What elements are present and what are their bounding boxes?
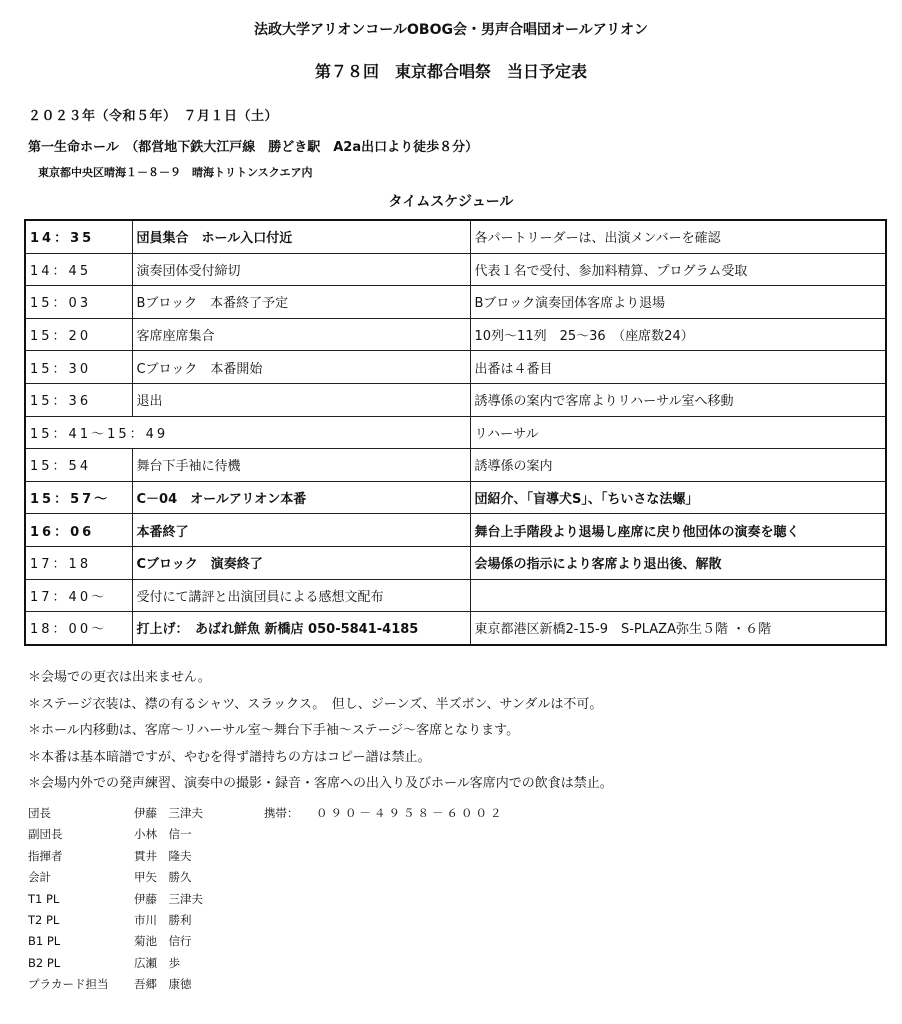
table-row [25,351,886,384]
time-cell: 15：57～ [25,481,132,514]
time-cell: 15：03 [25,286,132,319]
table-row [25,220,886,253]
staff-role: B2 PL [28,955,61,970]
note-item: ＊本番は基本暗譜ですが、やむを得ず譜持ちの方はコピー譜は禁止。 [28,749,431,765]
event-cell: 舞台下手袖に待機 [132,449,470,482]
event-cell: 団員集合 ホール入口付近 [132,220,470,253]
note-cell: 10列～11列 25～36 （座席数24） [470,318,886,351]
event-cell: 受付にて講評と出演団員による感想文配布 [132,579,470,612]
note-cell: 会場係の指示により客席より退出後、解散 [470,546,886,579]
note-item: ＊会場での更衣は出来ません。 [28,670,211,685]
table-row [25,253,886,286]
schedule-table [24,219,887,646]
table-row [25,383,886,416]
time-cell: 17：40～ [25,579,132,612]
event-cell: 演奏団体受付締切 [132,253,470,286]
note-cell: 出番は４番目 [470,351,886,384]
staff-name: 貫井 隆夫 [134,848,192,863]
event-cell: 打上げ： あばれ鮮魚 新橋店 050-5841-4185 [132,612,470,645]
staff-name: 菊池 信行 [134,934,192,949]
table-row [25,514,886,547]
note-item: ＊会場内外での発声練習、演奏中の撮影・録音・客席への出入り及びホール客席内での飲食は禁止。 [28,776,613,791]
time-cell: 17：18 [25,546,132,579]
event-date: ２０２３年（令和５年） ７月１日（土） [28,109,279,124]
time-cell: 14：45 [25,253,132,286]
note-cell: リハーサル [470,416,886,449]
document-title: 第７８回 東京都合唱祭 当日予定表 [314,62,587,81]
table-row [25,546,886,579]
time-cell: 15：30 [25,351,132,384]
schedule-heading: タイムスケジュール [388,194,514,210]
table-row [25,286,886,319]
note-cell: 各パートリーダーは、出演メンバーを確認 [470,220,886,253]
staff-name: 伊藤 三津夫 [134,891,203,906]
staff-role: T2 PL [28,912,60,927]
time-cell: 15：54 [25,449,132,482]
table-row [25,318,886,351]
note-item: ＊ホール内移動は、客席～リハーサル室～舞台下手袖～ステージ～客席となります。 [28,723,520,738]
note-cell: 東京都港区新橋2-15-9 S-PLAZA弥生５階 ・６階 [470,612,886,645]
time-cell: 15：36 [25,383,132,416]
table-row [25,449,886,482]
event-cell: Cブロック 演奏終了 [132,546,470,579]
event-cell: 退出 [132,383,470,416]
time-cell: 18：00～ [25,612,132,645]
staff-role: 指揮者 [28,848,63,863]
venue-address: 東京都中央区晴海１－８－９ 晴海トリトンスクエア内 [38,166,313,179]
organization-name: 法政大学アリオンコールOBOG会・男声合唱団オールアリオン [253,22,648,38]
time-cell: 14：35 [25,220,132,253]
note-cell: 誘導係の案内で客席よりリハーサル室へ移動 [470,383,886,416]
time-cell: 15：41～15：49 [25,416,470,449]
staff-name: 吾郷 康徳 [134,977,192,992]
note-cell: 代表１名で受付、参加料精算、プログラム受取 [470,253,886,286]
table-row [25,481,886,514]
event-cell: C－04 オールアリオン本番 [132,481,470,514]
event-cell: 客席座席集合 [132,318,470,351]
note-cell: 誘導係の案内 [470,449,886,482]
staff-name: 伊藤 三津夫 [134,806,203,820]
notes-list [28,665,613,798]
staff-role: 会計 [28,870,51,885]
table-row [25,416,886,449]
staff-role: プラカード担当 [28,977,109,992]
note-cell: 舞台上手階段より退場し座席に戻り他団体の演奏を聴く [470,514,886,547]
phone-number: ０９０－４９５８－６００２ [316,806,505,820]
event-cell: Cブロック 本番開始 [132,351,470,384]
staff-name: 広瀬 歩 [134,955,180,970]
time-cell: 16：06 [25,514,132,547]
note-cell: Bブロック演奏団体客席より退場 [470,286,886,319]
phone-label: 携帯： [264,806,299,820]
staff-role: T1 PL [28,891,60,906]
staff-name: 甲矢 勝久 [134,870,192,885]
staff-name: 小林 信一 [134,827,192,842]
note-cell [470,579,886,612]
time-cell: 15：20 [25,318,132,351]
staff-role: 副団長 [28,827,63,842]
table-row [25,612,886,645]
table-row [25,579,886,612]
staff-role: B1 PL [28,934,61,949]
venue-line: 第一生命ホール （都営地下鉄大江戸線 勝どき駅 A2a出口より徒歩８分） [28,140,479,155]
staff-role: 団長 [28,806,51,820]
staff-name: 市川 勝利 [134,912,192,927]
event-cell: Bブロック 本番終了予定 [132,286,470,319]
event-cell: 本番終了 [132,514,470,547]
note-item: ＊ステージ衣装は、襟の有るシャツ、スラックス。 但し、ジーンズ、半ズボン、サンダルは不可。 [28,696,603,712]
note-cell: 団紹介、「盲導犬S」、「ちいさな法螺」 [470,481,886,514]
